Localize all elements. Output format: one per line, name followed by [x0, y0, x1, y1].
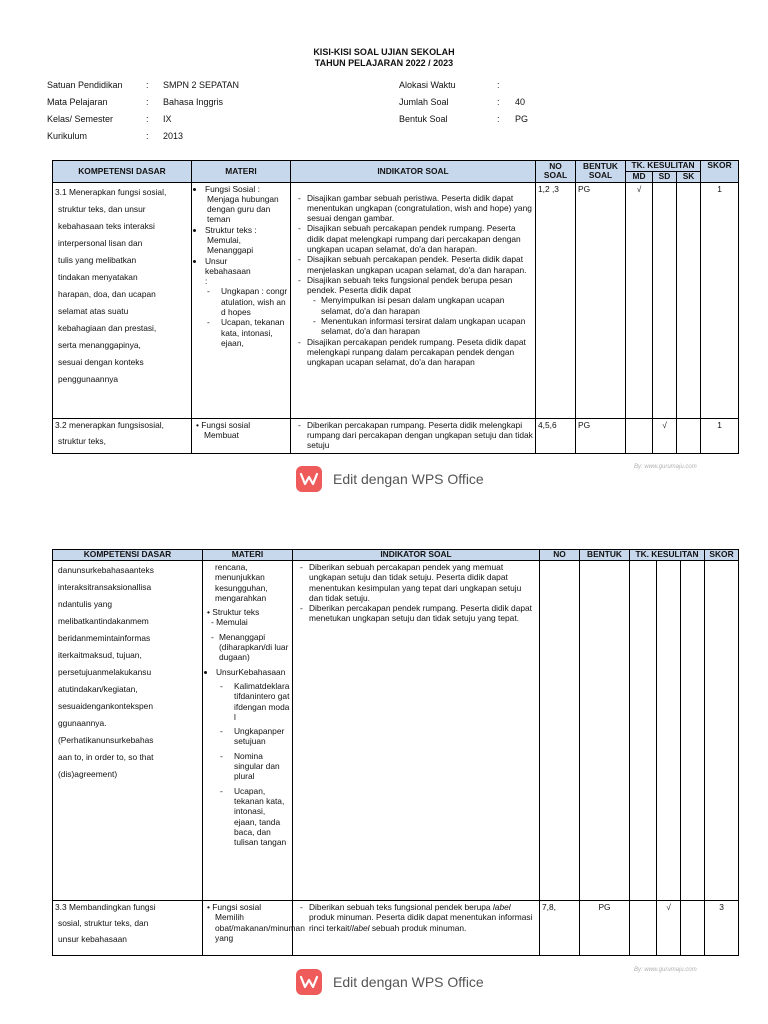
sk-cell: [681, 561, 705, 901]
header-skor: SKOR: [705, 550, 739, 561]
wps-logo-icon: [296, 969, 322, 995]
meta-sep: :: [146, 131, 149, 141]
indikator-item: - Disajikan percakapan pendek rumpang. Peseta didik dapat melengkapi runpang dalam percakapan pendek dengan ungkapan ucapan selamat, do'a dan harapan: [307, 337, 533, 368]
kd-line: selamat atas suatu: [58, 305, 129, 316]
sk-cell: [681, 901, 705, 956]
table-row: [53, 901, 739, 956]
materi-item: [205, 256, 288, 349]
meta-sep: :: [497, 114, 500, 124]
kd-line: struktur teks, dan unsur: [58, 203, 146, 214]
materi-value: rencana, menunjukkan kesungguhan, mengarahkan: [215, 562, 268, 603]
kd-line: interaksitransaksionallisa: [58, 582, 152, 592]
header-bentuk: BENTUK: [580, 550, 630, 561]
kd-line: 3.1 Menerapkan fungsi sosial,: [55, 186, 167, 197]
kd-cell: [53, 561, 203, 901]
kd-cell: [53, 901, 203, 956]
kd-line: sesuaidengankontekspen: [58, 701, 153, 711]
wps-text[interactable]: Edit dengan WPS Office: [333, 471, 484, 487]
indikator-item: - Diberikan percakapan rumpang. Peserta didik melengkapi rumpang dari percakapan dengan ungkapan setuju dan tidak setuju: [307, 420, 533, 451]
kd-line: kebahasaan teks interaksi: [58, 220, 155, 231]
kd-line: beridanmemintainformas: [58, 633, 151, 643]
materi-cell: [203, 901, 305, 956]
materi-label: • Struktur teks: [207, 607, 260, 618]
meta-sep: :: [146, 97, 149, 107]
kd-line: iterkaitmaksud, tujuan,: [58, 650, 142, 660]
materi-label: • Unsur kebahasaan :: [205, 255, 251, 287]
meta-label: Mata Pelajaran: [47, 97, 108, 107]
meta-label: Alokasi Waktu: [399, 80, 456, 90]
materi-subitem: - Ungkapan : congratulation, wish and hopes: [215, 286, 288, 317]
materi-subitem: - Kalimatdeklaratifdanintero gatifdengan modal: [228, 681, 290, 722]
indikator-cell: [291, 418, 536, 453]
kd-line: (dis)agreement): [58, 769, 118, 779]
materi-value: Menjaga hubungan dengan guru dan teman: [207, 193, 279, 225]
md-cell: [626, 418, 653, 453]
kd-line: penggunaannya: [58, 373, 119, 384]
indikator-cell: [293, 901, 540, 956]
header-indikator-soal: INDIKATOR SOAL: [293, 550, 540, 561]
header-no-soal: NO SOAL: [536, 161, 576, 183]
meta-label: Jumlah Soal: [399, 97, 449, 107]
header-materi: MATERI: [203, 550, 293, 561]
sd-cell: [657, 561, 681, 901]
header-md: MD: [626, 172, 653, 183]
watermark: By: www.gurumaju.com: [634, 464, 697, 470]
table-row: [53, 418, 739, 453]
kd-line: interpersonal lisan dan: [58, 237, 143, 248]
header-no: NO: [540, 550, 580, 561]
meta-value: 40: [515, 97, 526, 107]
skor-cell: 1: [701, 182, 739, 418]
materi-subitem: - Ungkapanper setujuan: [228, 726, 290, 747]
meta-sep: :: [497, 97, 500, 107]
bentuk-soal-cell: PG: [576, 418, 626, 453]
meta-label: Satuan Pendidikan: [47, 80, 123, 90]
kd-line: harapan, doa, dan ucapan: [58, 288, 156, 299]
materi-subitem: - Ucapan, tekanan kata, intonasi, ejaan, tanda baca, dan tulisan tangan: [228, 786, 290, 848]
kisi-kisi-table: [52, 160, 739, 454]
kd-line: 3.3 Membandingkan fungsi: [55, 902, 156, 912]
header-materi: MATERI: [192, 161, 291, 183]
bentuk-soal-cell: PG: [576, 182, 626, 418]
indikator-item: - Diberikan sebuah percakapan pendek yang memuat ungkapan setuju dan tidak setuju. Peserta didik dapat menentukan kesimpulan yang tepat dari ungkapan setuju dan tidak setuju.: [309, 562, 537, 603]
meta-label: Bentuk Soal: [399, 114, 448, 124]
meta-value: Bahasa Inggris: [163, 97, 224, 107]
materi-value: Membuat: [204, 429, 239, 440]
md-cell: √: [626, 182, 653, 418]
watermark: By: www.gurumaju.com: [634, 967, 697, 973]
materi-value: Memulai, Menanggapi: [207, 234, 254, 256]
indikator-item: - Diberikan sebuah teks fungsional pendek berupa label produk minuman. Peserta didik dapat menentukan informasi rinci terkait/label sebuah produk minuman.: [309, 902, 537, 933]
materi-label: • Fungsi sosial: [207, 902, 262, 912]
indikator-item: - Diberikan percakapan pendek rumpang. Peserta didik dapat menetukan ungkapan setuju dan tidak setuju yang tepat.: [309, 603, 537, 624]
kd-line: kebahagiaan dan prestasi,: [58, 322, 157, 333]
kd-cell: [53, 418, 192, 453]
materi-subitem: - Ucapan, tekanan kata, intonasi, ejaan,: [215, 317, 288, 348]
kd-line: tindakan menyatakan: [58, 271, 138, 282]
meta-value: SMPN 2 SEPATAN: [163, 80, 240, 90]
no-soal-cell: 4,5,6: [536, 418, 576, 453]
bentuk-soal-cell: PG: [580, 901, 630, 956]
materi-label: • UnsurKebahasaan: [216, 666, 286, 677]
kd-line: atutindakan/kegiatan,: [58, 684, 138, 694]
kisi-kisi-table-continued: [52, 549, 739, 956]
md-cell: [630, 561, 657, 901]
sd-cell: [653, 182, 677, 418]
meta-label: Kurikulum: [47, 131, 88, 141]
kd-line: unsur kebahasaan: [58, 934, 127, 944]
materi-subitem: - Nomina singular dan plural: [228, 751, 290, 782]
wps-edit-banner[interactable]: [296, 466, 486, 492]
page-title: KISI-KISI SOAL UJIAN SEKOLAH: [313, 47, 455, 57]
kd-line: sosial, struktur teks, dan: [58, 918, 149, 928]
bentuk-soal-cell: [580, 561, 630, 901]
kd-line: tulis yang melibatkan: [58, 254, 137, 265]
no-soal-cell: [540, 561, 580, 901]
kd-line: ggunaannya.: [58, 718, 107, 728]
materi-label: • Fungsi Sosial :: [205, 183, 260, 194]
kd-line: ndantulis yang: [58, 599, 113, 609]
header-tk-kesulitan: TK. KESULITAN: [626, 161, 701, 172]
indikator-cell: [291, 182, 536, 418]
header-skor: SKOR: [701, 161, 739, 183]
kd-line: persetujuanmelakukansu: [58, 667, 152, 677]
kd-line: (Perhatikanunsurkebahas: [58, 735, 154, 745]
kd-line: 3.2 menerapkan fungsisosial,: [55, 419, 164, 430]
indikator-item: - Disajikan gambar sebuah peristiwa. Peserta didik dapat menentukan ungkapan (congratulation, wish and hope) yang sesuai dengan gambar.: [307, 193, 533, 224]
meta-value: PG: [515, 114, 529, 124]
header-bentuk-soal: BENTUK SOAL: [576, 161, 626, 183]
page-subtitle: TAHUN PELAJARAN 2022 / 2023: [314, 58, 454, 68]
table-row: [53, 561, 739, 901]
kd-line: melibatkantindakanmem: [58, 616, 149, 626]
materi-cell: [192, 182, 291, 418]
materi-value: Memilih obat/makanan/minuman yang: [215, 912, 305, 943]
sk-cell: [677, 182, 701, 418]
skor-cell: 1: [701, 418, 739, 453]
materi-subitem: - Memulai: [211, 617, 248, 628]
wps-logo-icon: [296, 466, 322, 492]
no-soal-cell: 7,8,: [540, 901, 580, 956]
header-kompetensi-dasar: KOMPETENSI DASAR: [53, 161, 192, 183]
materi-item: [205, 184, 288, 225]
materi-subitem: - Menanggapi (diharapkan/di luar dugaan): [219, 632, 290, 663]
header-kompetensi-dasar: KOMPETENSI DASAR: [53, 550, 203, 561]
meta-sep: :: [146, 114, 149, 124]
meta-label: Kelas/ Semester: [47, 114, 114, 124]
wps-edit-banner[interactable]: [296, 969, 486, 995]
indikator-subitem: - Menentukan informasi tersirat dalam ungkapan ucapan selamat, do'a dan harapan: [321, 316, 533, 337]
kd-cell: [53, 182, 192, 418]
indikator-text: Disajikan sebuah teks fungsional pendek berupa pesan pendek. Peserta didik dapat: [307, 274, 513, 296]
table-row: [53, 182, 739, 418]
materi-item: [205, 225, 288, 256]
skor-cell: 3: [705, 901, 739, 956]
sk-cell: [677, 418, 701, 453]
wps-text[interactable]: Edit dengan WPS Office: [333, 974, 484, 990]
materi-item: [216, 667, 290, 848]
kd-line: aan to, in order to, so that: [58, 752, 154, 762]
kd-line: sesuai dengan konteks: [58, 356, 144, 367]
kd-line: serta menanggapinya,: [58, 339, 141, 350]
meta-value: IX: [163, 114, 172, 124]
indikator-cell: [293, 561, 540, 901]
indikator-item: - Disajikan sebuah percakapan pendek. Peserta didik dapat menjelaskan ungkapan ucapan selamat, do'a dan harapan.: [307, 254, 533, 275]
kd-line: struktur teks,: [58, 435, 106, 446]
kd-line: danunsurkebahasaanteks: [58, 565, 154, 575]
header-indikator-soal: INDIKATOR SOAL: [291, 161, 536, 183]
skor-cell: [705, 561, 739, 901]
header-sd: SD: [653, 172, 677, 183]
meta-sep: :: [497, 80, 500, 90]
md-cell: [630, 901, 657, 956]
materi-cell: [203, 561, 293, 901]
meta-value: 2013: [163, 131, 184, 141]
indikator-item: - Disajikan sebuah percakapan pendek rumpang. Peserta didik dapat melengkapi rumpang dari percakapan dengan ungkapan ucapan selamat, do'a dan harapan.: [307, 223, 533, 254]
header-sk: SK: [677, 172, 701, 183]
indikator-item: [307, 275, 533, 337]
header-tk-kesulitan: TK. KESULITAN: [630, 550, 705, 561]
materi-label: • Struktur teks :: [205, 224, 257, 235]
meta-sep: :: [146, 80, 149, 90]
sd-cell: √: [653, 418, 677, 453]
sd-cell: √: [657, 901, 681, 956]
indikator-subitem: - Menyimpulkan isi pesan dalam ungkapan ucapan selamat, do'a dan harapan: [321, 295, 533, 316]
materi-label: • Fungsi sosial: [196, 419, 251, 430]
no-soal-cell: 1,2 ,3: [536, 182, 576, 418]
materi-cell: [192, 418, 291, 453]
